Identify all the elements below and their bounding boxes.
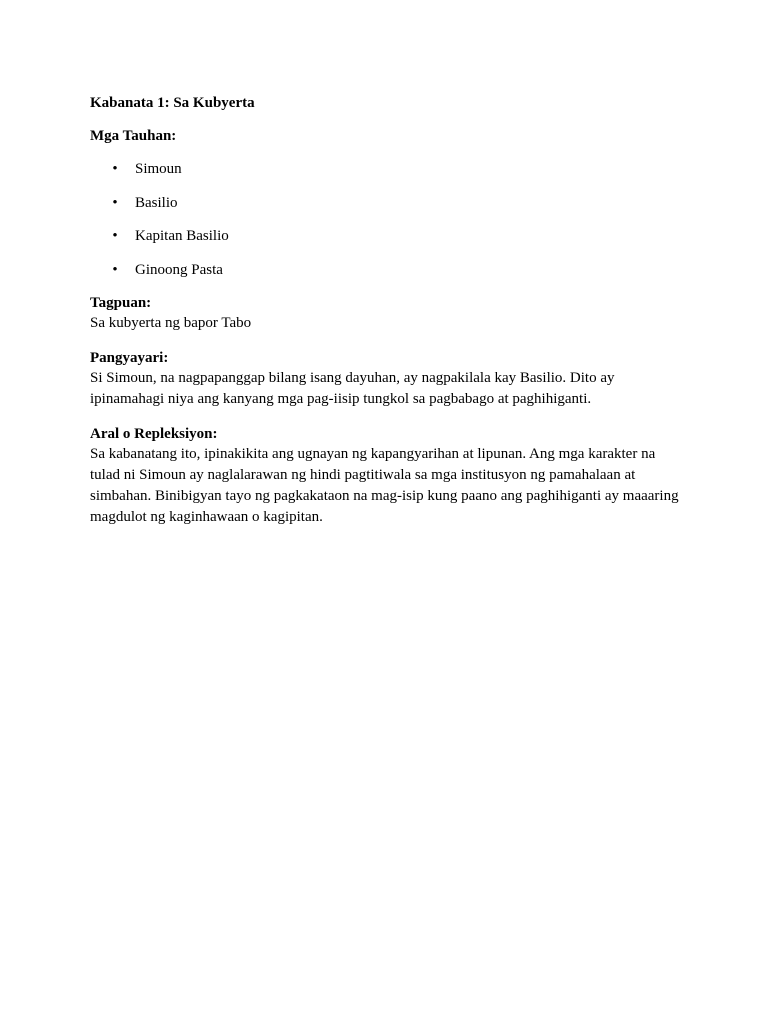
document-page xyxy=(90,93,680,542)
bullet-icon: • xyxy=(112,261,118,278)
chapter-title: Kabanata 1: Sa Kubyerta xyxy=(90,95,255,111)
reflection-heading: Aral o Repleksiyon: xyxy=(90,425,218,442)
bullet-icon: • xyxy=(112,228,118,244)
bullet-icon: • xyxy=(112,161,118,177)
events-heading: Pangyayari: xyxy=(90,349,169,366)
character-name: Basilio xyxy=(135,194,178,211)
characters-heading: Mga Tauhan: xyxy=(90,128,177,144)
list-item xyxy=(90,260,680,280)
character-name: Ginoong Pasta xyxy=(135,261,223,278)
events-text: Si Simoun, na nagpapanggap bilang isang dayuhan, ay nagpakilala kay Basilio. Dito ay ipinamahagi niya ang kanyang mga pag-iisip tungkol sa pagbabago at paghihiganti. xyxy=(90,369,615,407)
reflection-text: Sa kabanatang ito, ipinakikita ang ugnayan ng kapangyarihan at lipunan. Ang mga karakter na tulad ni Simoun ay naglalarawan ng hindi pagtitiwala sa mga institusyon ng pamahalaan at simbahan. Binibigyan tayo ng pagkakataon na mag-isip kung paano ang paghihiganti ay maaaring magdulot ng kaginhawaan o kagipitan. xyxy=(90,445,679,525)
setting-section xyxy=(90,293,680,334)
bullet-icon: • xyxy=(112,194,118,211)
character-name: Kapitan Basilio xyxy=(135,228,229,244)
character-list xyxy=(90,159,680,280)
list-item xyxy=(90,226,680,246)
events-section xyxy=(90,348,680,410)
setting-text: Sa kubyerta ng bapor Tabo xyxy=(90,314,252,331)
list-item xyxy=(90,159,680,179)
setting-heading: Tagpuan: xyxy=(90,294,152,311)
reflection-section xyxy=(90,424,680,528)
list-item xyxy=(90,193,680,213)
character-name: Simoun xyxy=(135,161,182,177)
